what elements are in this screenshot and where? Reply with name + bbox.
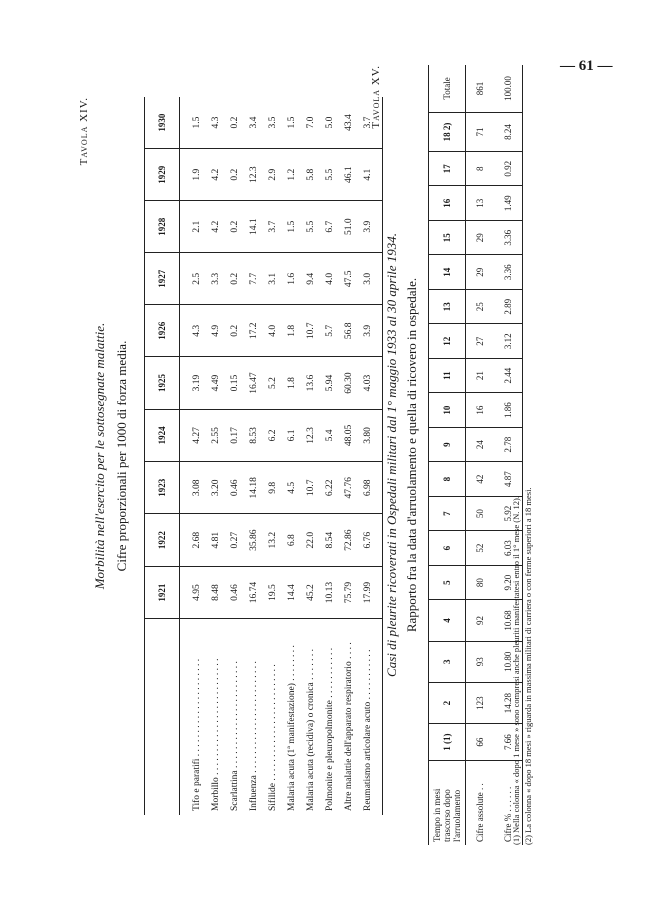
table-cell: 29 xyxy=(466,255,495,289)
table-cell: 2.55 xyxy=(206,409,225,461)
table-cell: 47.76 xyxy=(339,462,358,514)
table-cell: 1.8 xyxy=(282,357,301,409)
table-cell: 93 xyxy=(466,641,495,682)
year-header: 1926 xyxy=(145,305,180,357)
table-xv xyxy=(428,65,523,845)
table-cell: 5.94 xyxy=(320,357,339,409)
table-cell: 13.2 xyxy=(263,514,282,566)
row-label: Cifre % . . . . . . xyxy=(494,761,523,846)
table-cell: 8.48 xyxy=(206,566,225,618)
table-cell: 14.1 xyxy=(244,201,263,253)
table-row xyxy=(206,97,225,815)
month-header: 1 (1) xyxy=(429,724,466,761)
table-cell: 4.3 xyxy=(180,305,207,357)
table-cell: 9.4 xyxy=(301,253,320,305)
table-cell: 5.92 xyxy=(494,496,523,530)
table-cell: 10.80 xyxy=(494,641,523,682)
year-header: 1923 xyxy=(145,462,180,514)
table-cell: 47.5 xyxy=(339,253,358,305)
table-cell: 27 xyxy=(466,324,495,358)
table-cell: 2.5 xyxy=(180,253,207,305)
table-cell: 0.27 xyxy=(225,514,244,566)
year-header: 1929 xyxy=(145,149,180,201)
table-cell: 92 xyxy=(466,600,495,641)
year-header: 1927 xyxy=(145,253,180,305)
row-label: Sifilide . . . . . . . . . . . . . . . . . . . . . . . . . xyxy=(267,664,278,811)
table-cell: 8 xyxy=(466,152,495,186)
row-label: Tifo e paratifi . . . . . . . . . . . . . . . . . . . . . xyxy=(191,658,202,811)
month-header: 7 xyxy=(429,496,466,530)
year-header: 1922 xyxy=(145,514,180,566)
table-cell: 3.0 xyxy=(358,253,383,305)
table-cell: 6.03 xyxy=(494,531,523,565)
table-cell: 6.76 xyxy=(358,514,383,566)
table-xiv-subtitle: Cifre proporzionali per 1000 di forza media. xyxy=(114,340,129,572)
table-cell: 4.81 xyxy=(206,514,225,566)
table-xv-label: Tavola XV. xyxy=(370,65,382,129)
table-cell: 50 xyxy=(466,496,495,530)
table-cell: 16 xyxy=(466,393,495,427)
table-cell: 4.27 xyxy=(180,409,207,461)
month-header: 16 xyxy=(429,186,466,220)
table-cell: 0.15 xyxy=(225,357,244,409)
table-cell: 1.86 xyxy=(494,393,523,427)
table-cell: 46.1 xyxy=(339,149,358,201)
table-row xyxy=(301,97,320,815)
month-header: 8 xyxy=(429,462,466,496)
table-cell: 17.2 xyxy=(244,305,263,357)
table-cell: 0.46 xyxy=(225,462,244,514)
table-cell: 4.0 xyxy=(263,305,282,357)
table-xv-notes xyxy=(510,487,534,845)
table-cell: 3.19 xyxy=(180,357,207,409)
year-header: 1930 xyxy=(145,97,180,149)
table-row xyxy=(282,97,301,815)
table-cell: 3.20 xyxy=(206,462,225,514)
month-header: 3 xyxy=(429,641,466,682)
year-header: 1924 xyxy=(145,409,180,461)
table-cell: 0.2 xyxy=(225,305,244,357)
table-cell: 3.08 xyxy=(180,462,207,514)
row-label: Altre malattie dell'apparato respiratorio . . . . xyxy=(343,642,354,811)
table-cell: 2.78 xyxy=(494,427,523,461)
table-cell: 24 xyxy=(466,427,495,461)
table-cell: 3.7 xyxy=(358,97,383,149)
row-label: Reumatismo articolare acuto . . . . . . . . . . . xyxy=(358,619,383,815)
table-cell: 3.80 xyxy=(358,409,383,461)
table-cell: 51.0 xyxy=(339,201,358,253)
month-header: 13 xyxy=(429,289,466,323)
row-label: Cifre assolute . . xyxy=(475,783,485,842)
table-cell: 7.66 xyxy=(494,724,523,761)
table-cell: 5.8 xyxy=(301,149,320,201)
table-cell: 4.1 xyxy=(358,149,383,201)
month-header: 15 xyxy=(429,220,466,254)
table-cell: 0.17 xyxy=(225,409,244,461)
table-cell: 48.05 xyxy=(339,409,358,461)
table-row xyxy=(180,97,207,815)
table-cell: 75.79 xyxy=(339,566,358,618)
footnote: (1) Nella colonna « dopo 1 mese » sono compresi anche pleuriti manifestatesi entro il 1° mese (N. 12). xyxy=(511,496,521,845)
table-cell: 5.5 xyxy=(301,201,320,253)
table-xv-subtitle: Rapporto fra la data d'arruolamento e quella di ricovero in ospedale. xyxy=(404,277,419,633)
table-cell: 60.30 xyxy=(339,357,358,409)
table-cell: 0.2 xyxy=(225,149,244,201)
month-header: 12 xyxy=(429,324,466,358)
month-header: 9 xyxy=(429,427,466,461)
table-cell: 8.53 xyxy=(244,409,263,461)
table-cell: 4.0 xyxy=(320,253,339,305)
table-cell: 4.9 xyxy=(206,305,225,357)
table-xv-corner-header: Tempo in mesi trascorso dopo l'arruolamento xyxy=(429,761,466,846)
table-cell: 19.5 xyxy=(263,566,282,618)
table-cell: 13.6 xyxy=(301,357,320,409)
table-xiv-label: Tavola XIV. xyxy=(78,97,90,166)
table-row xyxy=(339,97,358,815)
table-cell: 0.2 xyxy=(225,253,244,305)
table-cell: 10.7 xyxy=(301,305,320,357)
table-cell: 22.0 xyxy=(301,514,320,566)
table-cell: 4.3 xyxy=(206,97,225,149)
table-cell: 3.7 xyxy=(263,201,282,253)
table-cell: 3.1 xyxy=(263,253,282,305)
table-cell: 3.36 xyxy=(494,255,523,289)
table-cell: 72.86 xyxy=(339,514,358,566)
table-cell: 21 xyxy=(466,358,495,392)
table-row xyxy=(466,65,495,845)
table-cell: 4.49 xyxy=(206,357,225,409)
table-cell: 2.9 xyxy=(263,149,282,201)
table-cell: 6.2 xyxy=(263,409,282,461)
table-cell: 2.89 xyxy=(494,289,523,323)
page-number: — 61 — xyxy=(560,58,613,74)
table-row xyxy=(244,97,263,815)
table-cell: 6.22 xyxy=(320,462,339,514)
table-cell: 3.3 xyxy=(206,253,225,305)
table-cell: 3.12 xyxy=(494,324,523,358)
table-cell: 4.87 xyxy=(494,462,523,496)
row-label: Morbillo . . . . . . . . . . . . . . . . . . . . . . . . . xyxy=(210,658,221,811)
table-cell: 4.03 xyxy=(358,357,383,409)
year-header: 1928 xyxy=(145,201,180,253)
table-cell: 3.4 xyxy=(244,97,263,149)
table-cell: 13 xyxy=(466,186,495,220)
table-cell: 45.2 xyxy=(301,566,320,618)
table-cell: 0.46 xyxy=(225,566,244,618)
table-cell: 4.95 xyxy=(180,566,207,618)
table-cell: 7.0 xyxy=(301,97,320,149)
table-cell: 35.86 xyxy=(244,514,263,566)
table-cell: 4.2 xyxy=(206,201,225,253)
table-cell: 71 xyxy=(466,112,495,151)
table-cell: 42 xyxy=(466,462,495,496)
table-cell: 1.9 xyxy=(180,149,207,201)
row-label: Polmonite e pleuropolmonite . . . . . . . . . . . xyxy=(324,647,335,811)
table-cell: 12.3 xyxy=(301,409,320,461)
table-cell: 12.3 xyxy=(244,149,263,201)
table-cell: 123 xyxy=(466,682,495,723)
month-header: 14 xyxy=(429,255,466,289)
table-cell: 43.4 xyxy=(339,97,358,149)
table-cell: 9.8 xyxy=(263,462,282,514)
table-row xyxy=(225,97,244,815)
table-cell: 4.5 xyxy=(282,462,301,514)
table-cell: 14.28 xyxy=(494,682,523,723)
table-cell: 10.7 xyxy=(301,462,320,514)
table-cell: 3.5 xyxy=(263,97,282,149)
footnote: (2) La colonna « dopo 18 mesi » riguarda in massima militari di carriera o con ferme superiori a 18 mesi. xyxy=(523,487,533,845)
table-xiv-corner xyxy=(145,619,180,815)
table-cell: 8.54 xyxy=(320,514,339,566)
year-header: 1925 xyxy=(145,357,180,409)
table-cell: 1.5 xyxy=(180,97,207,149)
table-cell: 16.74 xyxy=(244,566,263,618)
row-label: Malaria acuta (1ª manifestazione) . . . . . . . . xyxy=(286,645,297,811)
table-cell: 1.49 xyxy=(494,186,523,220)
table-cell: 1.6 xyxy=(282,253,301,305)
table-xiv-header-row xyxy=(145,97,180,815)
table-cell: 5.5 xyxy=(320,149,339,201)
table-cell: 5.7 xyxy=(320,305,339,357)
month-header: 5 xyxy=(429,565,466,599)
table-cell: 16.47 xyxy=(244,357,263,409)
month-header: 2 xyxy=(429,682,466,723)
table-row xyxy=(263,97,282,815)
table-cell: 1.2 xyxy=(282,149,301,201)
row-label: Influenza . . . . . . . . . . . . . . . . . . . . . . . . xyxy=(248,661,259,811)
month-header: 17 xyxy=(429,152,466,186)
table-cell: 2.68 xyxy=(180,514,207,566)
table-cell: 3.36 xyxy=(494,220,523,254)
row-label: Scarlattina . . . . . . . . . . . . . . . . . . . . . . . xyxy=(229,661,240,811)
table-cell: 5.2 xyxy=(263,357,282,409)
table-cell: 6.7 xyxy=(320,201,339,253)
table-cell: 66 xyxy=(466,724,495,761)
table-cell: 29 xyxy=(466,220,495,254)
table-cell: 8.24 xyxy=(494,112,523,151)
table-cell: 5.0 xyxy=(320,97,339,149)
table-row xyxy=(320,97,339,815)
total-cell: 100.00 xyxy=(494,65,523,112)
table-cell: 5.4 xyxy=(320,409,339,461)
month-header: 10 xyxy=(429,393,466,427)
table-cell: 1.5 xyxy=(282,201,301,253)
table-xv-block xyxy=(370,65,533,845)
table-xv-header-row xyxy=(429,65,466,845)
table-cell: 9.20 xyxy=(494,565,523,599)
table-xiv-block xyxy=(78,97,373,815)
table-cell: 0.2 xyxy=(225,201,244,253)
month-header: 6 xyxy=(429,531,466,565)
row-label: Malaria acuta (recidiva) o cronica . . . . . . . xyxy=(305,649,316,811)
table-cell: 2.44 xyxy=(494,358,523,392)
table-xiv xyxy=(144,97,383,815)
table-cell: 80 xyxy=(466,565,495,599)
table-cell: 6.98 xyxy=(358,462,383,514)
table-cell: 6.8 xyxy=(282,514,301,566)
table-cell: 6.1 xyxy=(282,409,301,461)
total-cell: 861 xyxy=(466,65,495,112)
total-header: Totale xyxy=(429,65,466,112)
table-cell: 3.9 xyxy=(358,305,383,357)
table-cell: 7.7 xyxy=(244,253,263,305)
table-cell: 10.68 xyxy=(494,600,523,641)
table-cell: 0.92 xyxy=(494,152,523,186)
month-header: 11 xyxy=(429,358,466,392)
table-cell: 2.1 xyxy=(180,201,207,253)
year-header: 1921 xyxy=(145,566,180,618)
table-cell: 4.2 xyxy=(206,149,225,201)
table-cell: 56.8 xyxy=(339,305,358,357)
month-header: 4 xyxy=(429,600,466,641)
table-cell: 3.9 xyxy=(358,201,383,253)
table-xiv-title: Morbilità nell'esercito per le sottosegnate malattie. xyxy=(92,322,107,590)
table-cell: 52 xyxy=(466,531,495,565)
table-cell: 14.4 xyxy=(282,566,301,618)
table-cell: 1.8 xyxy=(282,305,301,357)
month-header: 18 2) xyxy=(429,112,466,151)
table-cell: 25 xyxy=(466,289,495,323)
table-cell: 0.2 xyxy=(225,97,244,149)
table-cell: 1.5 xyxy=(282,97,301,149)
table-xv-title: Casi di pleurite ricoverati in Ospedali militari dal 1° maggio 1933 al 30 aprile 1934. xyxy=(384,233,399,677)
table-cell: 10.13 xyxy=(320,566,339,618)
table-cell: 17.99 xyxy=(358,566,383,618)
table-cell: 14.18 xyxy=(244,462,263,514)
